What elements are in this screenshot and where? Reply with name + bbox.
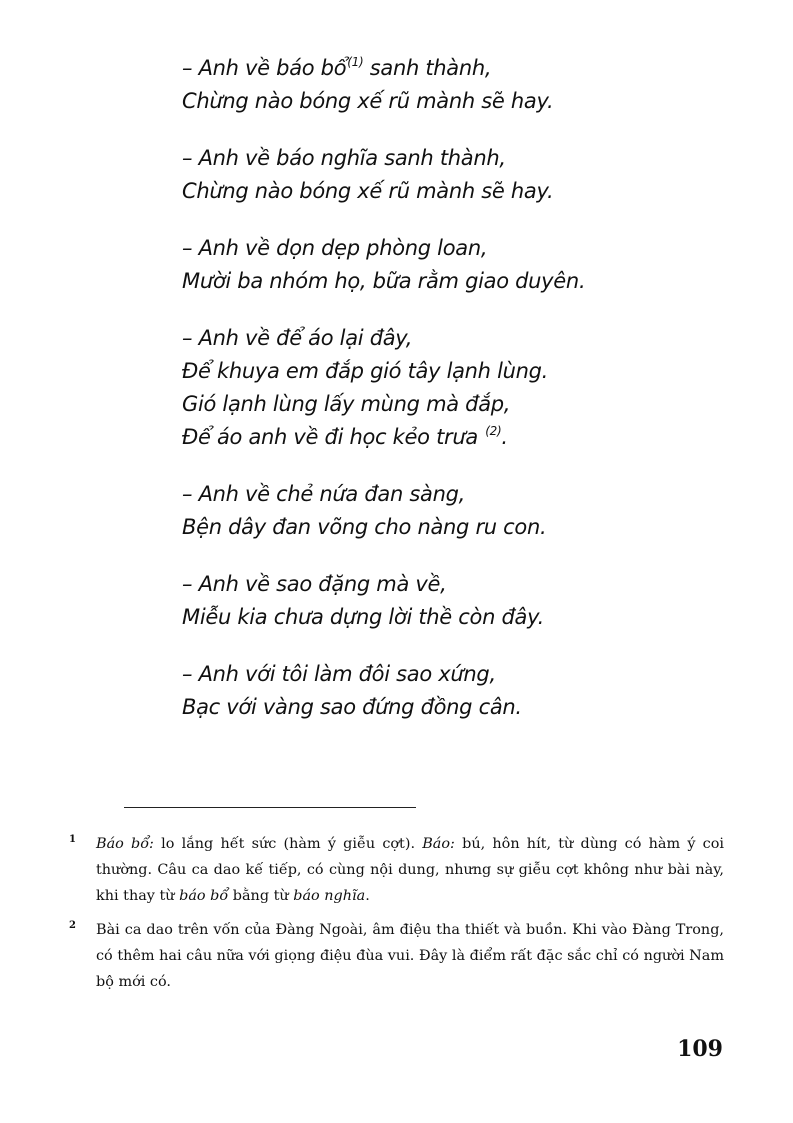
poem-line: – Anh với tôi làm đôi sao xứng, [182, 662, 496, 686]
poem-line: Bạc với vàng sao đứng đồng cân. [182, 695, 522, 719]
stanza [182, 568, 742, 634]
stanza [182, 322, 742, 454]
poem-line: Chừng nào bóng xế rũ mành sẽ hay. [182, 89, 554, 113]
poem-line: – Anh về báo bổ$^{(1)}$ sanh thành, [182, 55, 492, 80]
footnote-1: 1 Báo bổ: lo lắng hết sức (hàm ý giễu cợt). Báo: bú, hôn hít, từ dùng có hàm ý coi thường. Câu ca dao kế tiếp, có cùng nội dung, nhưng sự giễu cợt không như bài này, khi thay từ báo bổ bằng từ báo nghĩa. [64, 831, 724, 909]
stanza [182, 658, 742, 724]
page-number: 109 [677, 1036, 723, 1062]
footnotes [64, 831, 724, 1003]
poem-line: – Anh về dọn dẹp phòng loan, [182, 236, 488, 260]
footnote-term: báo bổ [179, 888, 229, 904]
poem-line: – Anh về báo nghĩa sanh thành, [182, 146, 506, 170]
poem [182, 52, 742, 748]
footnote-text: Bài ca dao trên vốn của Đàng Ngoài, âm điệu tha thiết và buồn. Khi vào Đàng Trong, có thêm hai câu nữa với giọng điệu đùa vui. Đây là điểm rất đặc sắc chỉ có người Nam bộ mới có. [96, 922, 724, 990]
poem-line: Gió lạnh lùng lấy mùng mà đắp, [182, 392, 511, 416]
footnote-term: báo nghĩa [293, 888, 366, 904]
stanza [182, 52, 742, 118]
poem-line: Mười ba nhóm họ, bữa rằm giao duyên. [182, 269, 586, 293]
footnote-ref-1: (1) [347, 55, 364, 69]
poem-line: – Anh về để áo lại đây, [182, 326, 413, 350]
poem-line: Chừng nào bóng xế rũ mành sẽ hay. [182, 179, 554, 203]
footnote-number: 1 [69, 834, 76, 845]
stanza [182, 142, 742, 208]
footnote-ref-2: (2) [485, 424, 502, 438]
stanza [182, 478, 742, 544]
poem-line: Để khuya em đắp gió tây lạnh lùng. [182, 359, 549, 383]
footnote-number: 2 [69, 920, 76, 931]
poem-line: Để áo anh về đi học kẻo trưa $^{(2)}$. [182, 424, 508, 449]
poem-line: Bện dây đan võng cho nàng ru con. [182, 515, 547, 539]
footnote-term: Báo bổ: [96, 836, 154, 852]
poem-line: – Anh về sao đặng mà về, [182, 572, 447, 596]
footnote-divider [124, 807, 416, 808]
poem-line: Miễu kia chưa dựng lời thề còn đây. [182, 605, 544, 629]
stanza [182, 232, 742, 298]
footnote-2 [64, 917, 724, 995]
footnote-term: Báo: [422, 836, 455, 852]
poem-line: – Anh về chẻ nứa đan sàng, [182, 482, 465, 506]
